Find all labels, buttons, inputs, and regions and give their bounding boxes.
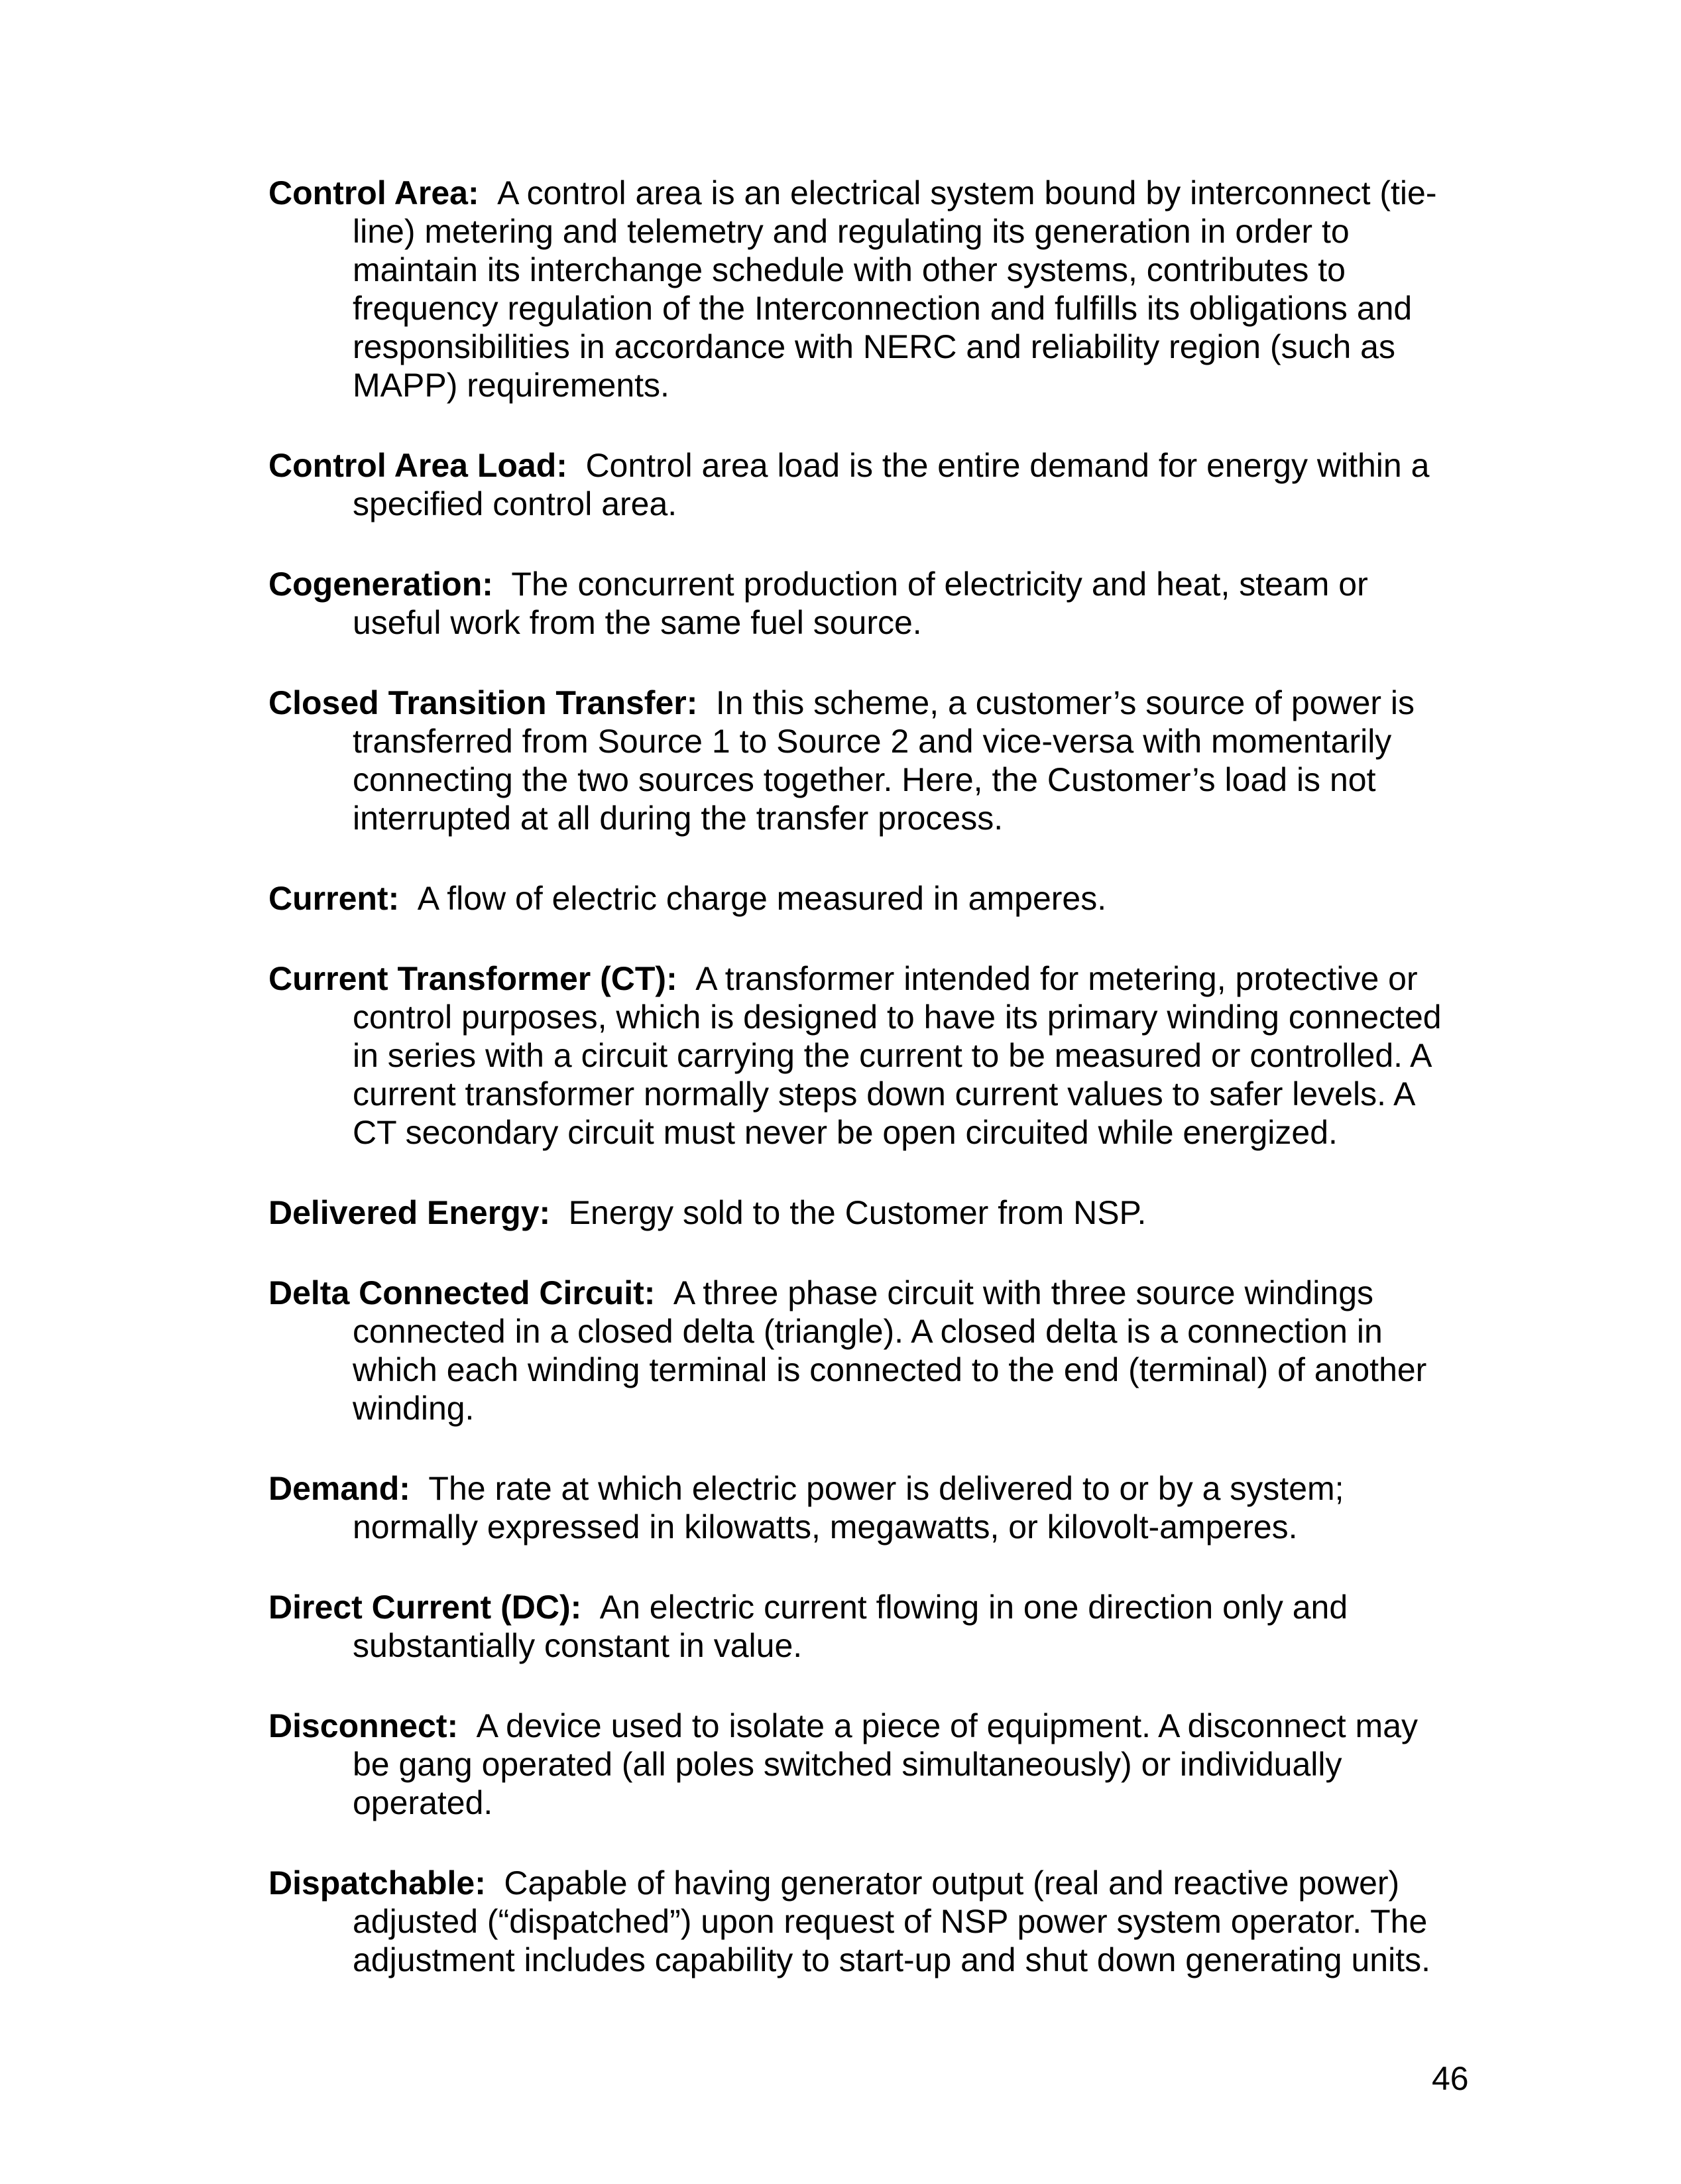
glossary-term: Cogeneration:: [268, 566, 493, 603]
glossary-term: Delivered Energy:: [268, 1194, 551, 1231]
glossary-definition: In this scheme, a customer’s source of power is transferred from Source 1 to Source 2 and vice-versa with momentarily connecting the two sources together. Here, the Customer’s load is not interrupted at all during the transfer process.: [353, 684, 1415, 837]
glossary-term: Dispatchable:: [268, 1864, 486, 1902]
glossary-definition: The rate at which electric power is delivered to or by a system; normally expressed in kilowatts, megawatts, or kilovolt-amperes.: [353, 1470, 1344, 1546]
glossary-term: Disconnect:: [268, 1707, 459, 1744]
glossary-entry: [268, 446, 1462, 523]
glossary-definition: A control area is an electrical system bound by interconnect (tie-line) metering and telemetry and regulating its generation in order to maintain its interchange schedule with other systems, contributes to frequency regulation of the Interconnection and fulfills its obligations and responsibilities in accordance with NERC and reliability region (such as MAPP) requirements.: [353, 174, 1437, 404]
glossary-entry: [268, 959, 1462, 1152]
glossary-term: Demand:: [268, 1470, 410, 1507]
glossary-entry: [268, 879, 1462, 918]
glossary-term: Control Area Load:: [268, 447, 567, 484]
glossary-definition: An electric current flowing in one direction only and substantially constant in value.: [353, 1589, 1348, 1664]
glossary-entry: [268, 1864, 1462, 1979]
glossary-entry: [268, 565, 1462, 642]
glossary-definition: A three phase circuit with three source windings connected in a closed delta (triangle). A closed delta is a connection in which each winding terminal is connected to the end (terminal) of another winding.: [353, 1274, 1427, 1427]
glossary-term: Delta Connected Circuit:: [268, 1274, 656, 1311]
glossary-definition: A device used to isolate a piece of equipment. A disconnect may be gang operated (all poles switched simultaneously) or individually operated.: [353, 1707, 1419, 1821]
glossary-term: Direct Current (DC):: [268, 1589, 582, 1626]
glossary-definition: A flow of electric charge measured in amperes.: [417, 880, 1107, 917]
page-number: 46: [1432, 2060, 1469, 2097]
glossary-entry: [268, 1588, 1462, 1665]
glossary-definition: Energy sold to the Customer from NSP.: [568, 1194, 1147, 1231]
glossary-definition: A transformer intended for metering, protective or control purposes, which is designed to have its primary winding connected in series with a circuit carrying the current to be measured or controlled. A current transformer normally steps down current values to safer levels. A CT secondary circuit must never be open circuited while energized.: [353, 960, 1442, 1151]
glossary-entry: [268, 174, 1462, 404]
glossary-entry: [268, 1274, 1462, 1427]
glossary-term: Closed Transition Transfer:: [268, 684, 698, 721]
glossary-term: Current Transformer (CT):: [268, 960, 677, 997]
glossary: [268, 174, 1462, 1979]
glossary-entry: [268, 684, 1462, 837]
glossary-term: Control Area:: [268, 174, 479, 212]
glossary-entry: [268, 1707, 1462, 1822]
glossary-entry: [268, 1193, 1462, 1232]
glossary-definition: Control area load is the entire demand for energy within a specified control area.: [353, 447, 1430, 522]
glossary-definition: Capable of having generator output (real and reactive power) adjusted (“dispatched”) upon request of NSP power system operator. The adjustment includes capability to start-up and shut down generating units.: [353, 1864, 1430, 1978]
glossary-term: Current:: [268, 880, 400, 917]
glossary-entry: [268, 1469, 1462, 1546]
glossary-definition: The concurrent production of electricity and heat, steam or useful work from the same fuel source.: [353, 566, 1368, 641]
